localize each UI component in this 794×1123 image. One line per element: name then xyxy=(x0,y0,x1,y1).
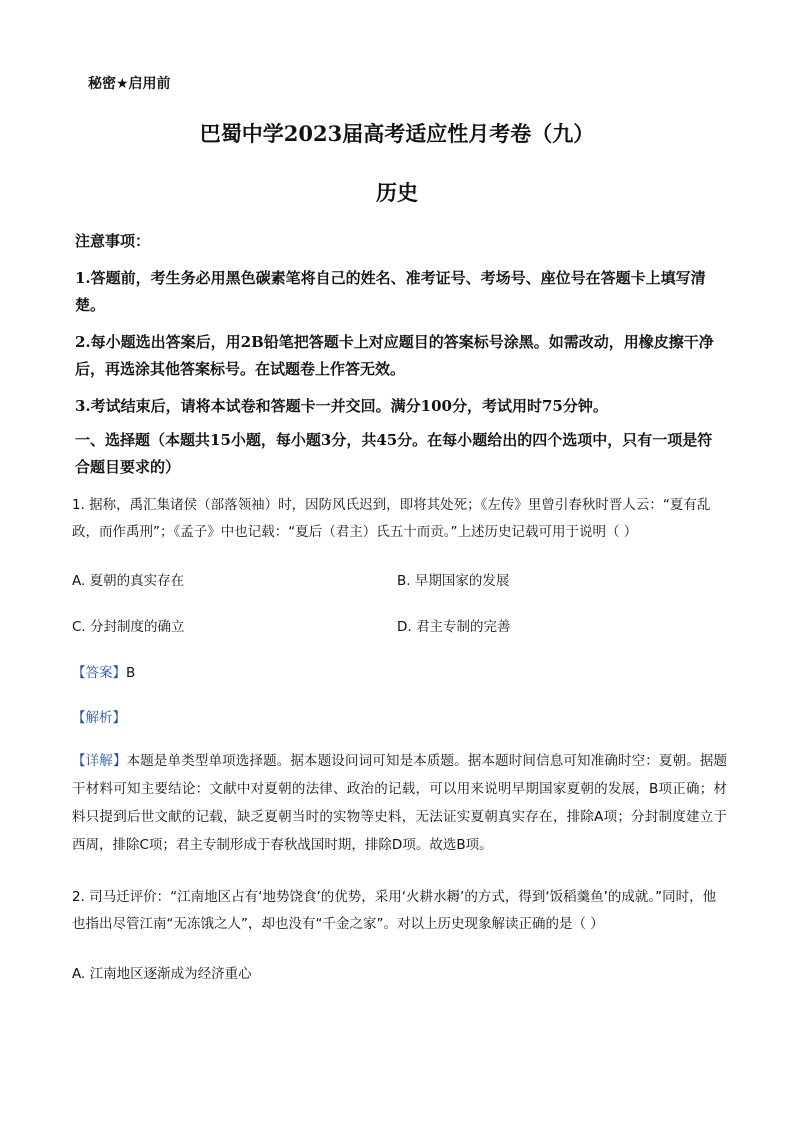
subject-title: 历史 xyxy=(376,180,418,205)
exam-title: 巴蜀中学2023届高考适应性月考卷（九） xyxy=(199,121,595,146)
question-1-option-c: C. 分封制度的确立 xyxy=(72,619,185,635)
section-heading: 一、选择题（本题共15小题，每小题3分，共45分。在每小题给出的四个选项中，只有一项是符合题目要求的） xyxy=(75,431,713,476)
question-1-detail xyxy=(72,747,727,859)
note-item-1: 1.答题前，考生务必用黑色碳素笔将自己的姓名、准考证号、考场号、座位号在答题卡上填写清楚。 xyxy=(75,269,706,314)
question-1-option-b: B. 早期国家的发展 xyxy=(397,573,510,589)
answer-line xyxy=(72,661,135,681)
exam-notes xyxy=(75,228,727,430)
question-1-stem: 1. 据称，禹汇集诸侯（部落领袖）时，因防风氏迟到，即将其处死；《左传》里曾引春秋时晋人云：“夏有乱政，而作禹刑”；《孟子》中也记载：“夏后（君主）氏五十而贡。”上述历史记载可用于说明（ ） xyxy=(72,497,711,540)
note-item-2: 2.每小题选出答案后，用2B铅笔把答题卡上对应题目的答案标号涂黑。如需改动，用橡皮擦干净后，再选涂其他答案标号。在试题卷上作答无效。 xyxy=(75,333,714,378)
analysis-label: 【解析】 xyxy=(72,710,126,726)
detail-label: 【详解】 xyxy=(72,753,127,769)
question-1-option-a: A. 夏朝的真实存在 xyxy=(72,573,185,589)
note-item-3: 3.考试结束后，请将本试卷和答题卡一并交回。满分100分，考试用时75分钟。 xyxy=(75,397,608,415)
answer-label: 【答案】 xyxy=(72,665,126,681)
question-1-option-d: D. 君主专制的完善 xyxy=(397,619,511,635)
question-2-option-a: A. 江南地区逐渐成为经济重心 xyxy=(72,966,252,982)
notes-heading: 注意事项： xyxy=(75,232,151,250)
question-2-stem: 2. 司马迁评价：“江南地区占有‘地势饶食’的优势，采用‘火耕水耨’的方式，得到‘饭稻羹鱼’的成就。”同时，他也指出尽管江南“无冻饿之人”，却也没有“千金之家”。对以上历史现象解读正确的是（ ） xyxy=(72,889,717,932)
confidential-mark: 秘密★启用前 xyxy=(88,76,171,92)
answer-value: B xyxy=(126,665,136,681)
detail-text: 本题是单类型单项选择题。据本题设问词可知是本质题。据本题时间信息可知准确时空：夏朝。据题干材料可知主要结论：文献中对夏朝的法律、政治的记载，可以用来说明早期国家夏朝的发展，B项正确；材料只提到后世文献的记载，缺乏夏朝当时的实物等史料，无法证实夏朝真实存在，排除A项；分封制度建立于西周，排除C项；君主专制形成于春秋战国时期，排除D项。故选B项。 xyxy=(72,753,728,853)
